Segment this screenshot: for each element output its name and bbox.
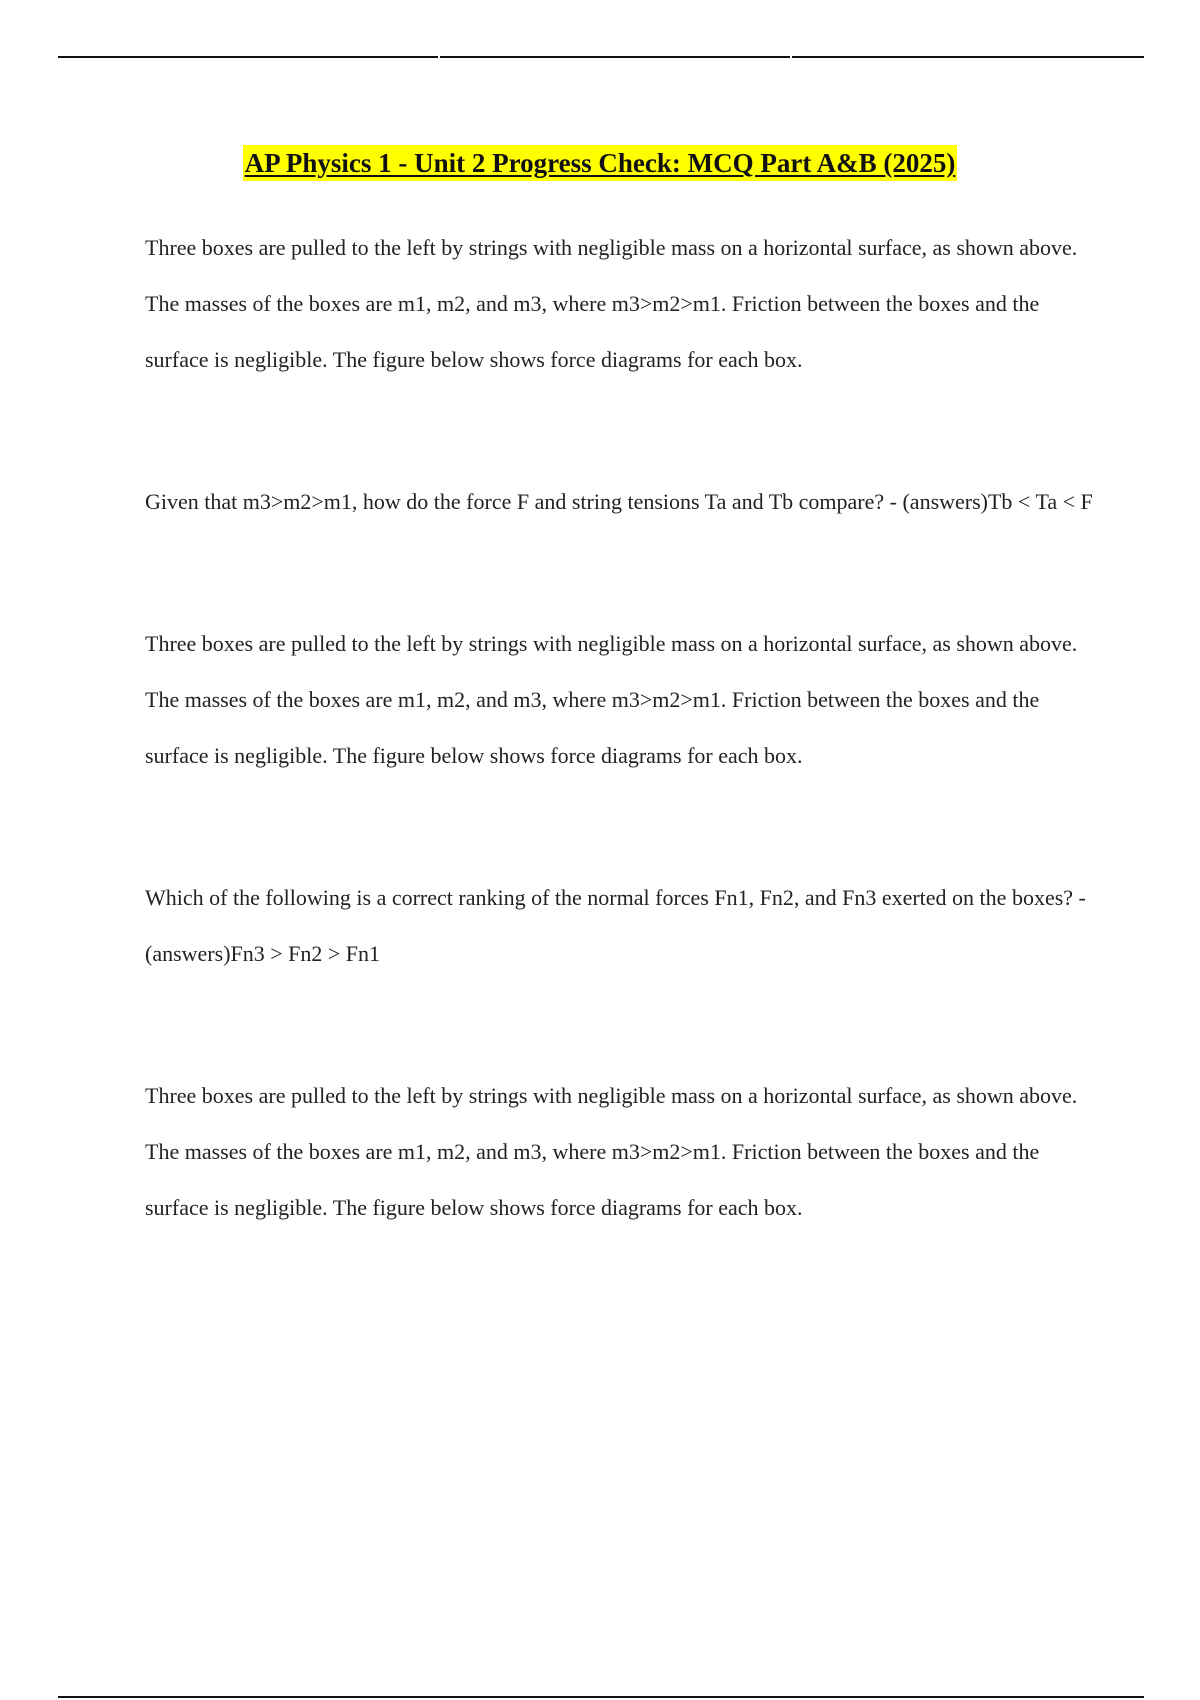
header-rule-right — [792, 56, 1144, 58]
footer-rule — [58, 1696, 1144, 1698]
header-rule-middle — [440, 56, 790, 58]
spacer — [145, 388, 1105, 474]
title-container — [0, 145, 1200, 181]
document-title: AP Physics 1 - Unit 2 Progress Check: MCQ Part A&B (2025) — [243, 145, 958, 181]
spacer — [145, 530, 1105, 616]
context-paragraph-3: Three boxes are pulled to the left by strings with negligible mass on a horizontal surface, as shown above. The masses of the boxes are m1, m2, and m3, where m3>m2>m1. Friction between the boxes and the surface is negligible. The figure below shows force diagrams for each box. — [145, 1083, 1078, 1220]
document-body — [145, 220, 1105, 1236]
spacer — [145, 784, 1105, 870]
context-paragraph-1: Three boxes are pulled to the left by strings with negligible mass on a horizontal surface, as shown above. The masses of the boxes are m1, m2, and m3, where m3>m2>m1. Friction between the boxes and the surface is negligible. The figure below shows force diagrams for each box. — [145, 235, 1078, 372]
spacer — [145, 982, 1105, 1068]
context-paragraph-2: Three boxes are pulled to the left by strings with negligible mass on a horizontal surface, as shown above. The masses of the boxes are m1, m2, and m3, where m3>m2>m1. Friction between the boxes and the surface is negligible. The figure below shows force diagrams for each box. — [145, 631, 1078, 768]
question-paragraph-1: Given that m3>m2>m1, how do the force F and string tensions Ta and Tb compare? - (answers)Tb < Ta < F — [145, 489, 1093, 514]
question-paragraph-2: Which of the following is a correct ranking of the normal forces Fn1, Fn2, and Fn3 exerted on the boxes? - (answers)Fn3 > Fn2 > Fn1 — [145, 885, 1086, 966]
header-rule-left — [58, 56, 438, 58]
